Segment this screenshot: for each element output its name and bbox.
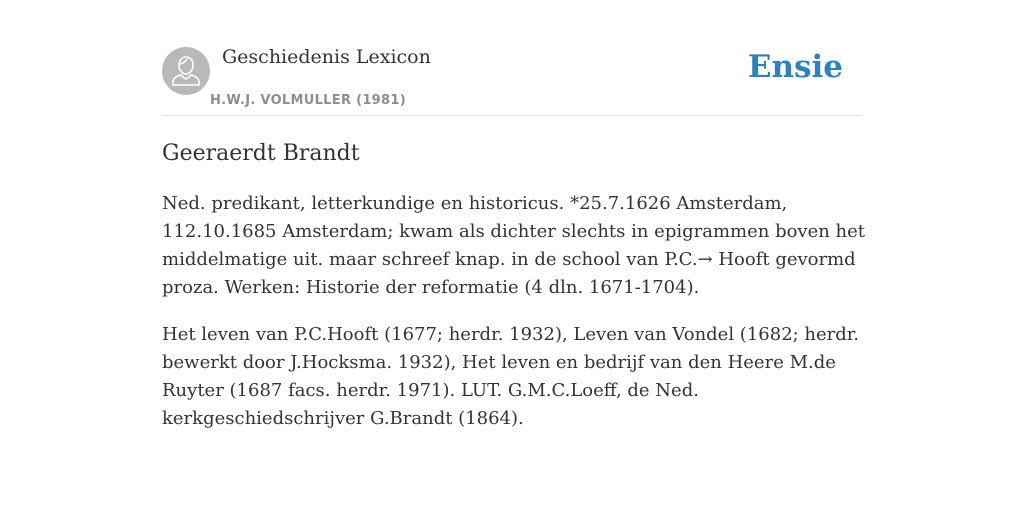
source-title[interactable]: Geschiedenis Lexicon: [222, 46, 431, 68]
entry-paragraph: Ned. predikant, letterkundige en historicus. *25.7.1626 Amsterdam, 112.10.1685 Amsterdam; kwam als dichter slechts in epigrammen boven het middelmatige uit. maar schreef knap. in de school van P.C.→ Hooft gevormd proza. Werken: Historie der reformatie (4 dln. 1671-1704).: [162, 193, 866, 298]
entry-paragraph: Het leven van P.C.Hooft (1677; herdr. 1932), Leven van Vondel (1682; herdr. bewerkt door J.Hocksma. 1932), Het leven en bedrijf van den Heere M.de Ruyter (1687 facs. herdr. 1971). LUT. G.M.C.Loeff, de Ned. kerkgeschiedschrijver G.Brandt (1864).: [162, 324, 860, 429]
entry-title: Geeraerdt Brandt: [162, 141, 360, 166]
user-icon: [162, 47, 210, 95]
source-header: [162, 40, 862, 116]
brand-logo[interactable]: Ensie: [747, 49, 843, 85]
entry-content: [162, 138, 872, 452]
source-author: H.W.J. VOLMULLER (1981): [210, 93, 406, 108]
author-avatar[interactable]: [162, 47, 210, 95]
